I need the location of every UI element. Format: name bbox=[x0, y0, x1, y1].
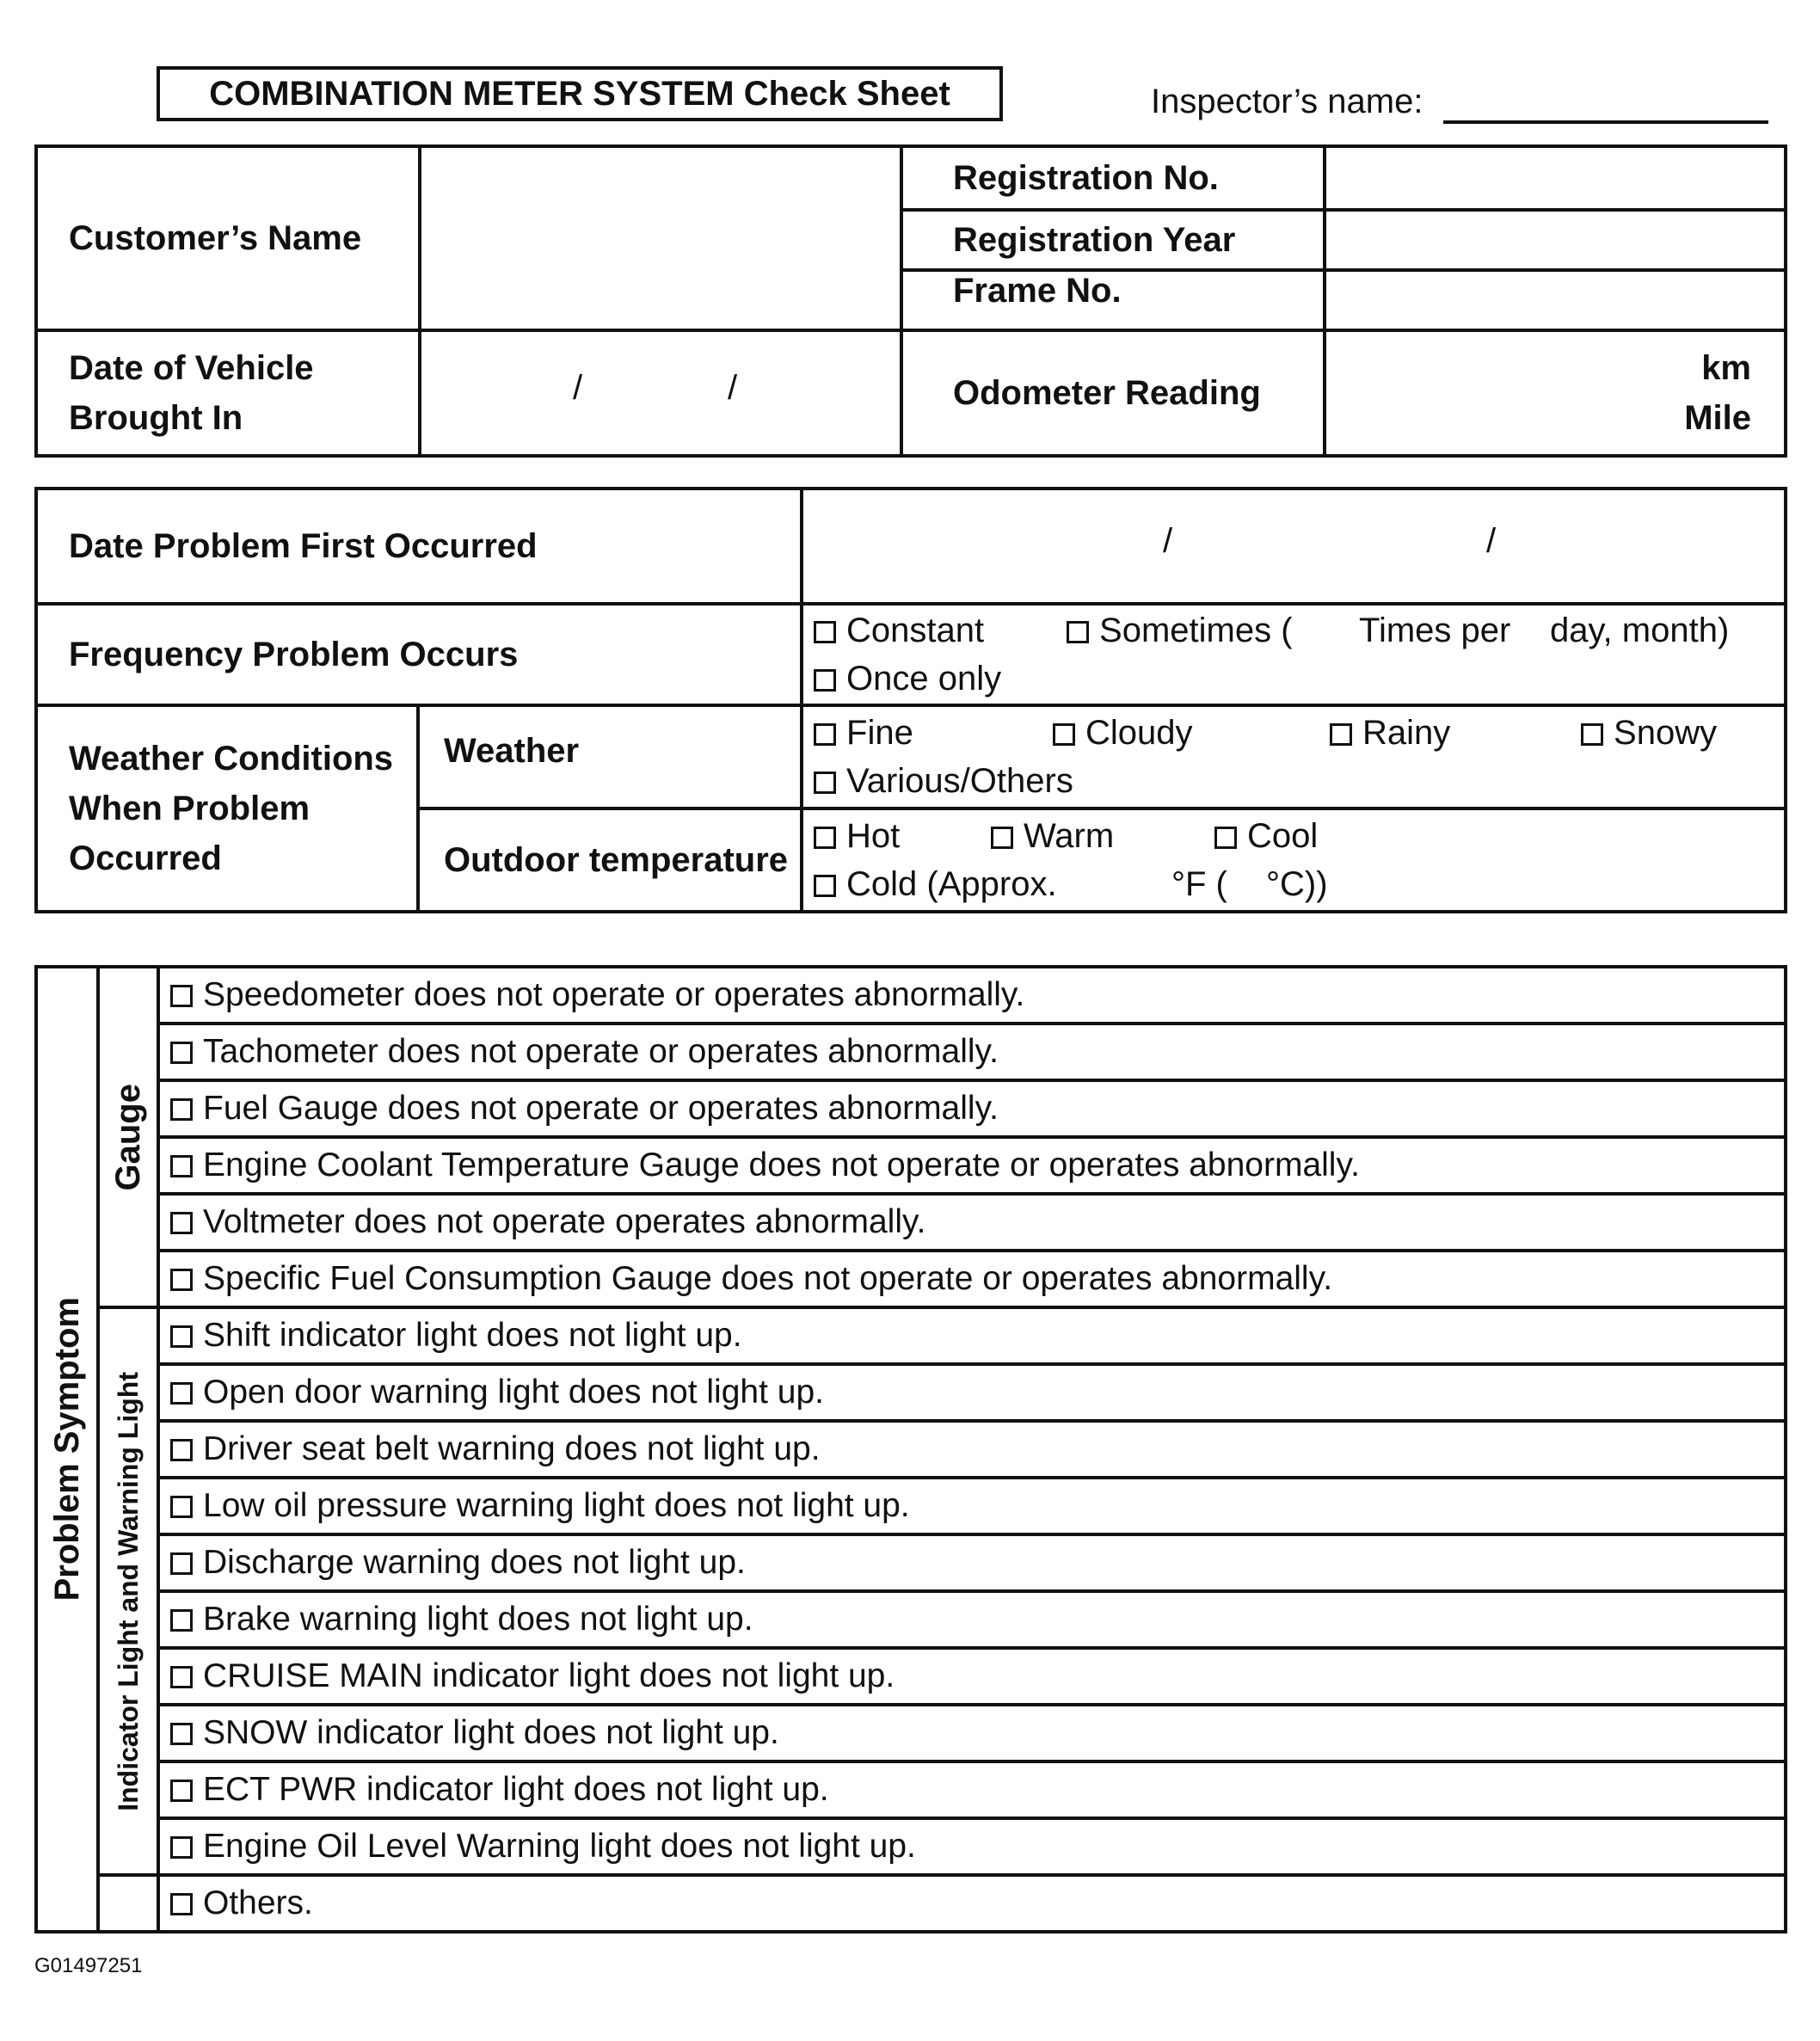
checkbox[interactable] bbox=[170, 1269, 193, 1291]
checkbox[interactable] bbox=[170, 1155, 193, 1177]
vehicle-info-table bbox=[34, 144, 1787, 458]
others-symptom-item[interactable]: Others. bbox=[158, 1875, 1786, 1932]
frame-no-field[interactable] bbox=[1325, 270, 1786, 330]
checkbox[interactable] bbox=[170, 1382, 193, 1405]
checkbox[interactable] bbox=[1581, 723, 1603, 746]
date-slash: / bbox=[728, 369, 738, 407]
odometer-unit-mile: Mile bbox=[1684, 399, 1751, 437]
checkbox[interactable] bbox=[170, 1098, 193, 1121]
weather-various-option[interactable]: Various/Others bbox=[814, 757, 1073, 805]
table-row bbox=[36, 1591, 1786, 1648]
indicator-symptom-item[interactable]: CRUISE MAIN indicator light does not light up. bbox=[158, 1648, 1786, 1705]
table-row bbox=[36, 1761, 1786, 1818]
table-row bbox=[36, 1137, 1786, 1194]
outdoor-temperature-label: Outdoor temperature bbox=[418, 808, 802, 912]
indicator-symptom-item[interactable]: Discharge warning does not light up. bbox=[158, 1534, 1786, 1591]
gauge-symptom-item[interactable]: Fuel Gauge does not operate or operates abnormally. bbox=[158, 1080, 1786, 1137]
checkbox[interactable] bbox=[170, 985, 193, 1007]
figure-code: G01497251 bbox=[34, 1954, 143, 1977]
table-row bbox=[36, 1478, 1786, 1534]
freq-once-option[interactable]: Once only bbox=[814, 655, 1001, 703]
table-row bbox=[36, 1364, 1786, 1421]
problem-info-table bbox=[34, 487, 1787, 913]
date-first-occurred-label: Date Problem First Occurred bbox=[36, 489, 802, 604]
weather-conditions-label: Weather Conditions When Problem Occurred bbox=[36, 705, 418, 912]
sheet-title bbox=[157, 66, 1003, 121]
checkbox[interactable] bbox=[170, 1780, 193, 1802]
checkbox[interactable] bbox=[991, 827, 1013, 849]
indicator-symptom-item[interactable]: Low oil pressure warning light does not light up. bbox=[158, 1478, 1786, 1534]
date-brought-in-field[interactable] bbox=[420, 330, 901, 456]
checkbox[interactable] bbox=[170, 1609, 193, 1632]
indicator-symptom-item[interactable]: Open door warning light does not light up. bbox=[158, 1364, 1786, 1421]
checkbox[interactable] bbox=[170, 1723, 193, 1745]
checkbox[interactable] bbox=[170, 1666, 193, 1688]
checkbox[interactable] bbox=[170, 1496, 193, 1518]
checkbox[interactable] bbox=[814, 621, 836, 643]
freq-sometimes-option[interactable]: Sometimes ( bbox=[1067, 606, 1293, 655]
registration-no-field[interactable] bbox=[1325, 146, 1786, 210]
weather-label: Weather bbox=[418, 705, 802, 808]
table-row bbox=[36, 1307, 1786, 1364]
table-row bbox=[36, 1421, 1786, 1478]
temp-warm-option[interactable]: Warm bbox=[991, 812, 1114, 860]
indicator-symptom-item[interactable]: ECT PWR indicator light does not light up. bbox=[158, 1761, 1786, 1818]
freq-day-month: day, month) bbox=[1550, 612, 1730, 649]
checkbox[interactable] bbox=[814, 723, 836, 746]
date-first-occurred-field[interactable] bbox=[802, 489, 1786, 604]
frequency-label: Frequency Problem Occurs bbox=[36, 604, 802, 705]
table-row bbox=[36, 1875, 1786, 1932]
weather-cloudy-option[interactable]: Cloudy bbox=[1053, 709, 1193, 757]
checkbox[interactable] bbox=[814, 827, 836, 849]
checkbox[interactable] bbox=[1067, 621, 1089, 643]
freq-times-per: Times per bbox=[1359, 612, 1511, 649]
checkbox[interactable] bbox=[814, 669, 836, 692]
date-slash: / bbox=[1163, 522, 1173, 560]
odometer-field[interactable] bbox=[1325, 330, 1786, 456]
table-row bbox=[36, 1080, 1786, 1137]
table-row bbox=[36, 967, 1786, 1024]
checkbox[interactable] bbox=[170, 1439, 193, 1461]
indicator-symptom-item[interactable]: Engine Oil Level Warning light does not light up. bbox=[158, 1818, 1786, 1875]
checkbox[interactable] bbox=[170, 1212, 193, 1234]
date-brought-in-label: Date of Vehicle Brought In bbox=[36, 330, 420, 456]
freq-constant-option[interactable]: Constant bbox=[814, 606, 984, 655]
checkbox[interactable] bbox=[814, 772, 836, 794]
checkbox[interactable] bbox=[170, 1836, 193, 1859]
customer-name-label: Customer’s Name bbox=[36, 146, 420, 330]
sheet-title-text: COMBINATION METER SYSTEM Check Sheet bbox=[209, 74, 950, 113]
checkbox[interactable] bbox=[170, 1325, 193, 1348]
table-row bbox=[36, 1648, 1786, 1705]
weather-fine-option[interactable]: Fine bbox=[814, 709, 913, 757]
date-slash: / bbox=[573, 369, 583, 407]
weather-rainy-option[interactable]: Rainy bbox=[1330, 709, 1450, 757]
inspector-name-field[interactable] bbox=[1443, 120, 1768, 124]
weather-options bbox=[802, 705, 1786, 808]
date-slash: / bbox=[1486, 522, 1497, 560]
gauge-symptom-item[interactable]: Speedometer does not operate or operates abnormally. bbox=[158, 967, 1786, 1024]
indicator-symptom-item[interactable]: Shift indicator light does not light up. bbox=[158, 1307, 1786, 1364]
inspector-name-label: Inspector’s name: bbox=[1151, 83, 1423, 120]
indicator-symptom-item[interactable]: Driver seat belt warning does not light up. bbox=[158, 1421, 1786, 1478]
others-group-spacer bbox=[98, 1875, 158, 1932]
temp-fahrenheit: °F ( bbox=[1171, 865, 1227, 903]
checkbox[interactable] bbox=[814, 875, 836, 897]
odometer-label: Odometer Reading bbox=[901, 330, 1325, 456]
temp-celsius: °C)) bbox=[1266, 865, 1328, 903]
odometer-unit-km: km bbox=[1701, 349, 1751, 387]
registration-year-field[interactable] bbox=[1325, 210, 1786, 270]
gauge-symptom-item[interactable]: Engine Coolant Temperature Gauge does not operate or operates abnormally. bbox=[158, 1137, 1786, 1194]
problem-symptom-label: Problem Symptom bbox=[36, 967, 98, 1932]
temp-hot-option[interactable]: Hot bbox=[814, 812, 900, 860]
checkbox[interactable] bbox=[170, 1552, 193, 1575]
checkbox[interactable] bbox=[1214, 827, 1237, 849]
weather-snowy-option[interactable]: Snowy bbox=[1581, 709, 1717, 757]
registration-year-label: Registration Year bbox=[901, 210, 1325, 270]
indicator-group-label: Indicator Light and Warning Light bbox=[98, 1307, 158, 1875]
gauge-symptom-item[interactable]: Voltmeter does not operate operates abnormally. bbox=[158, 1194, 1786, 1251]
temp-cool-option[interactable]: Cool bbox=[1214, 812, 1318, 860]
checkbox[interactable] bbox=[1053, 723, 1075, 746]
gauge-symptom-item[interactable]: Tachometer does not operate or operates abnormally. bbox=[158, 1024, 1786, 1080]
temp-cold-option[interactable]: Cold (Approx. bbox=[814, 860, 1057, 908]
frequency-options bbox=[802, 604, 1786, 705]
table-row bbox=[36, 1251, 1786, 1307]
indicator-symptom-item[interactable]: SNOW indicator light does not light up. bbox=[158, 1705, 1786, 1761]
registration-no-label: Registration No. bbox=[901, 146, 1325, 210]
table-row bbox=[36, 1024, 1786, 1080]
checkbox[interactable] bbox=[170, 1042, 193, 1064]
table-row bbox=[36, 1705, 1786, 1761]
customer-name-field[interactable] bbox=[420, 146, 901, 330]
table-row bbox=[36, 1818, 1786, 1875]
gauge-symptom-item[interactable]: Specific Fuel Consumption Gauge does not operate or operates abnormally. bbox=[158, 1251, 1786, 1307]
indicator-symptom-item[interactable]: Brake warning light does not light up. bbox=[158, 1591, 1786, 1648]
temperature-options bbox=[802, 808, 1786, 912]
frame-no-label: Frame No. bbox=[901, 270, 1325, 330]
gauge-group-label: Gauge bbox=[98, 967, 158, 1307]
problem-symptom-table bbox=[34, 965, 1787, 1933]
table-row bbox=[36, 1194, 1786, 1251]
checkbox[interactable] bbox=[1330, 723, 1352, 746]
table-row bbox=[36, 1534, 1786, 1591]
checkbox[interactable] bbox=[170, 1893, 193, 1915]
